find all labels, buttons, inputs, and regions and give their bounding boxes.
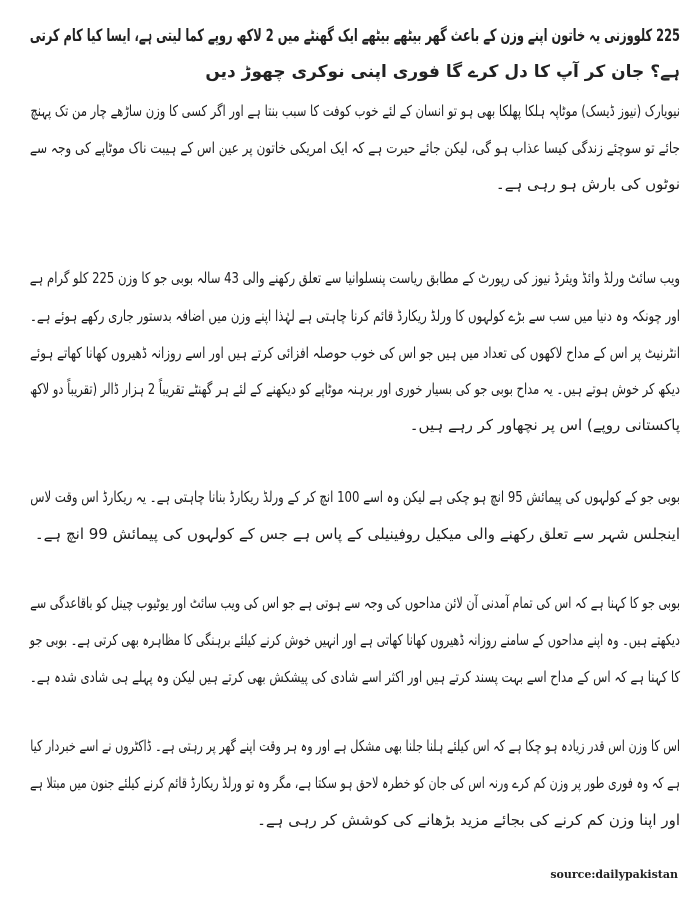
title-line: ہے؟ جان کر آپ کا دل کرے گا فوری اپنی نوکری چھوڑ دیں <box>205 62 680 82</box>
text-line: پاکستانی روپے) اس پر نچھاور کر رہے ہیں۔ <box>409 416 680 434</box>
text-line: کا کہنا ہے کہ اس کے مداح اسے بہت پسند کرتے ہیں اور اکثر اسے شادی کی پیشکش بھی کرتے ہیں لیکن وہ پہلے ہی شادی شدہ ہے۔ <box>29 668 680 686</box>
text-line: بوبی جو کا کہنا ہے کہ اس کی تمام آمدنی آن لائن مداحوں کی وجہ سے ہوتی ہے جو اس کی ویب سائٹ اور یوٹیوب چینل کو باقاعدگی سے <box>30 594 681 612</box>
text-line: ویب سائٹ ورلڈ وائڈ ویئرڈ نیوز کی رپورٹ کے مطابق ریاست پنسلوانیا سے تعلق رکھنے والی 43 سالہ بوبی جو کا وزن 225 کلو گرام ہے <box>29 269 680 287</box>
text-line: دیکھ کر خوش ہوتے ہیں۔ یہ مداح بوبی جو کی بسیار خوری اور برہنہ موٹاپے کو دیکھنے کے لئے ہر گھنٹے تقریباً 2 ہزار ڈالر (تقریباً دو لاکھ <box>29 380 680 398</box>
text-line: اور اپنا وزن کم کرنے کی بجائے مزید بڑھانے کی کوشش کر رہی ہے۔ <box>257 811 680 829</box>
text-line: نوٹوں کی بارش ہو رہی ہے۔ <box>495 175 680 193</box>
text-line: نیویارک (نیوز ڈیسک) موٹاپہ ہلکا پھلکا بھی ہو تو انسان کے لئے خوب کوفت کا سبب بنتا ہے اور اگر کسی کا وزن ساڑھے چار من تک پہنچ <box>30 102 681 120</box>
text-line: اور چونکہ وہ دنیا میں سب سے بڑے کولہوں کا ورلڈ ریکارڈ قائم کرنا چاہتی ہے لہٰذا اپنے وزن میں اضافہ بدستور جاری رکھے ہوئے ہے۔ <box>29 307 680 325</box>
text-line: دیکھتے ہیں۔ وہ اپنے مداحوں کے سامنے روزانہ ڈھیروں کھانا کھاتی ہے اور انہیں خوش کرنے کیلئے برہنگی کا مظاہرہ بھی کرتی ہے۔ بوبی جو <box>29 631 680 649</box>
text-line: اس کا وزن اس قدر زیادہ ہو چکا ہے کہ اس کیلئے ہلنا جلنا بھی مشکل ہے اور وہ ہر وقت اپنے گھر پر رہتی ہے۔ ڈاکٹروں نے اسے خبردار کیا <box>30 737 680 755</box>
text-line: ہے کہ وہ فوری طور پر وزن کم کرے ورنہ اس کی جان کو خطرہ لاحق ہو سکتا ہے، مگر وہ تو ورلڈ ریکارڈ قائم کرنے کیلئے جنون میں مبتلا ہے <box>30 774 680 792</box>
source-credit: source:dailypakistan <box>550 868 678 881</box>
text-line: جائے تو سوچئے زندگی کیسا عذاب ہو گی، لیکن جائے حیرت ہے کہ ایک امریکی خاتون پر عین اس کے ہیبت ناک موٹاپے کی وجہ سے <box>29 139 681 157</box>
title-line: 225 کلووزنی یہ خاتون اپنے وزن کے باعث گھر بیٹھے بیٹھے ایک گھنٹے میں 2 لاکھ روپے کما لیتی ہے، ایسا کیا کام کرتی <box>29 26 680 46</box>
text-line: انٹرنیٹ پر اس کے مداح لاکھوں کی تعداد میں ہیں جو اس کی خوب حوصلہ افزائی کرتے ہیں اور اسے روزانہ ڈھیروں کھانا کھاتے ہوئے <box>29 344 680 362</box>
text-line: بوبی جو کے کولہوں کی پیمائش 95 انچ ہو چکی ہے لیکن وہ اسے 100 انچ کر کے ورلڈ ریکارڈ بنانا چاہتی ہے۔ یہ ریکارڈ اس وقت لاس <box>30 488 680 506</box>
text-line: اینجلس شہر سے تعلق رکھنے والی میکیل روفینیلی کے پاس ہے جس کے کولہوں کی پیمائش 99 انچ ہے۔ <box>34 525 680 543</box>
